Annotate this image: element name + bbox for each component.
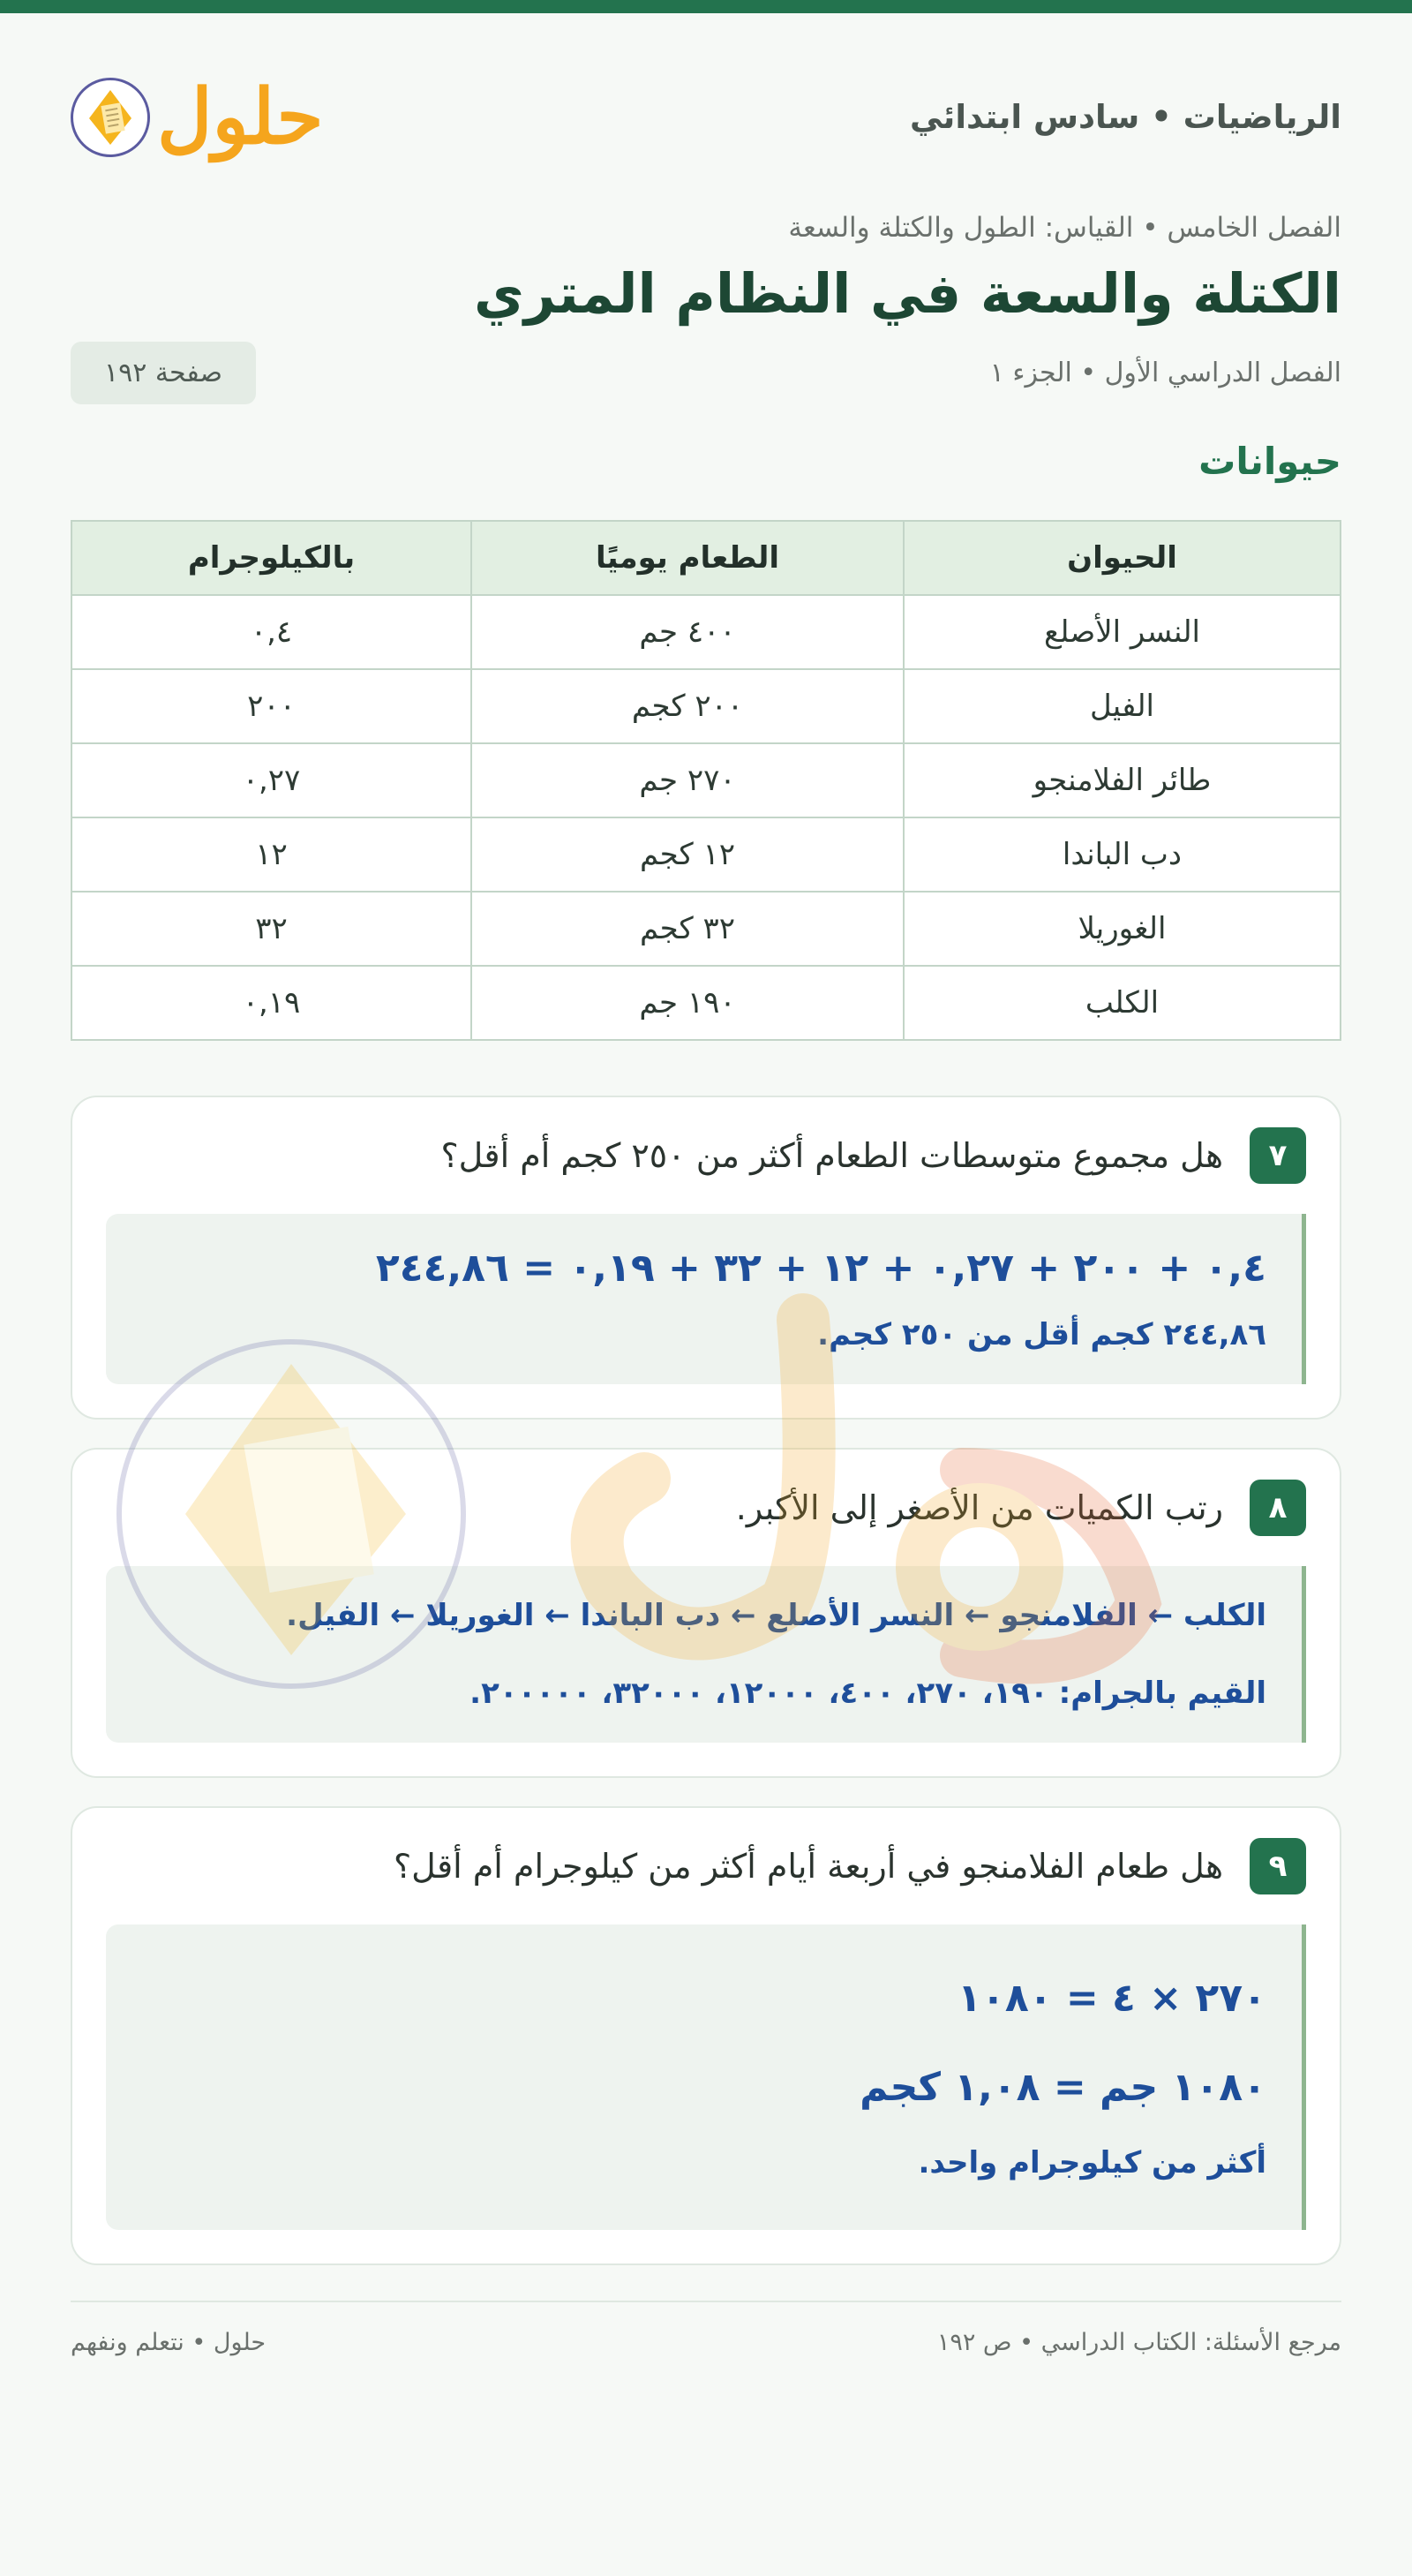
question-text: هل مجموع متوسطات الطعام أكثر من ٢٥٠ كجم أم أقل؟ [440,1136,1223,1175]
question-row [106,1127,1306,1184]
question-number-badge: ٨ [1250,1480,1306,1536]
answer-box [106,1214,1306,1384]
question-card-8 [71,1448,1341,1778]
table-cell: الكلب [904,966,1341,1040]
answer-box [106,1566,1306,1743]
table-row [71,892,1341,966]
table-cell: ٣٢ [71,892,471,966]
section-title: حيوانات [1198,440,1341,483]
answer-equation: ٢٧٠ × ٤ = ١٠٨٠ [958,1976,1266,2021]
question-card-9 [71,1806,1341,2265]
question-row [106,1838,1306,1894]
page-footer [71,2301,1341,2391]
table-cell: ٠,٢٧ [71,743,471,817]
page-header [71,13,1341,212]
answer-values: القيم بالجرام: ١٩٠، ٢٧٠، ٤٠٠، ١٢٠٠٠، ٣٢٠٠٠، ٢٠٠٠٠٠. [469,1676,1266,1711]
column-header-animal: الحيوان [904,521,1341,595]
table-cell: ٠,٤ [71,595,471,669]
footer-brand: حلول • نتعلم ونفهم [71,2329,267,2356]
subject-label: الرياضيات • سادس ابتدائي [910,98,1341,136]
answer-equation: ٠,٤ + ٢٠٠ + ٠,٢٧ + ١٢ + ٣٢ + ٠,١٩ = ٢٤٤,٨٦ [375,1246,1266,1291]
table-cell: ٢٠٠ [71,669,471,743]
table-cell: ١٩٠ جم [471,966,904,1040]
table-row [71,966,1341,1040]
answer-conversion: ١٠٨٠ جم = ١,٠٨ كجم [860,2065,1266,2110]
table-cell: طائر الفلامنجو [904,743,1341,817]
chapter-label: الفصل الخامس • القياس: الطول والكتلة والسعة [788,212,1341,244]
table-row [71,743,1341,817]
table-cell: الفيل [904,669,1341,743]
site-logo[interactable] [71,72,324,162]
question-number-badge: ٩ [1250,1838,1306,1894]
table-cell: ٤٠٠ جم [471,595,904,669]
question-number-badge: ٧ [1250,1127,1306,1184]
question-text: هل طعام الفلامنجو في أربعة أيام أكثر من كيلوجرام أم أقل؟ [394,1847,1223,1886]
table-cell: ٢٧٠ جم [471,743,904,817]
table-cell: النسر الأصلع [904,595,1341,669]
table-row [71,669,1341,743]
table-cell: الغوريلا [904,892,1341,966]
question-row [106,1480,1306,1536]
table-cell: ٣٢ كجم [471,892,904,966]
page-title: الكتلة والسعة في النظام المتري [474,261,1341,326]
question-card-7 [71,1096,1341,1420]
question-text: رتب الكميات من الأصغر إلى الأكبر. [735,1488,1223,1527]
page [0,13,1412,2391]
page-number-badge: صفحة ١٩٢ [71,342,256,404]
table-row [71,595,1341,669]
table-cell: ٠,١٩ [71,966,471,1040]
answer-order: الكلب ← الفلامنجو ← النسر الأصلع ← دب الباندا ← الغوريلا ← الفيل. [286,1598,1266,1633]
table-cell: ١٢ كجم [471,817,904,892]
column-header-kilograms: بالكيلوجرام [71,521,471,595]
top-accent-bar [0,0,1412,13]
table-row [71,817,1341,892]
table-header-row [71,521,1341,595]
logo-book-icon [71,78,150,157]
footer-reference: مرجع الأسئلة: الكتاب الدراسي • ص ١٩٢ [936,2329,1341,2356]
table-cell: ١٢ [71,817,471,892]
animals-food-table [71,520,1341,1041]
column-header-daily-food: الطعام يوميًا [471,521,904,595]
table-cell: ٢٠٠ كجم [471,669,904,743]
meta-row [71,342,1341,404]
answer-box [106,1924,1306,2230]
table-cell: دب الباندا [904,817,1341,892]
answer-conclusion: ٢٤٤,٨٦ كجم أقل من ٢٥٠ كجم. [817,1317,1266,1352]
logo-wordmark: حلول [157,72,324,162]
answer-conclusion: أكثر من كيلوجرام واحد. [918,2145,1266,2181]
semester-label: الفصل الدراسي الأول • الجزء ١ [989,358,1341,388]
